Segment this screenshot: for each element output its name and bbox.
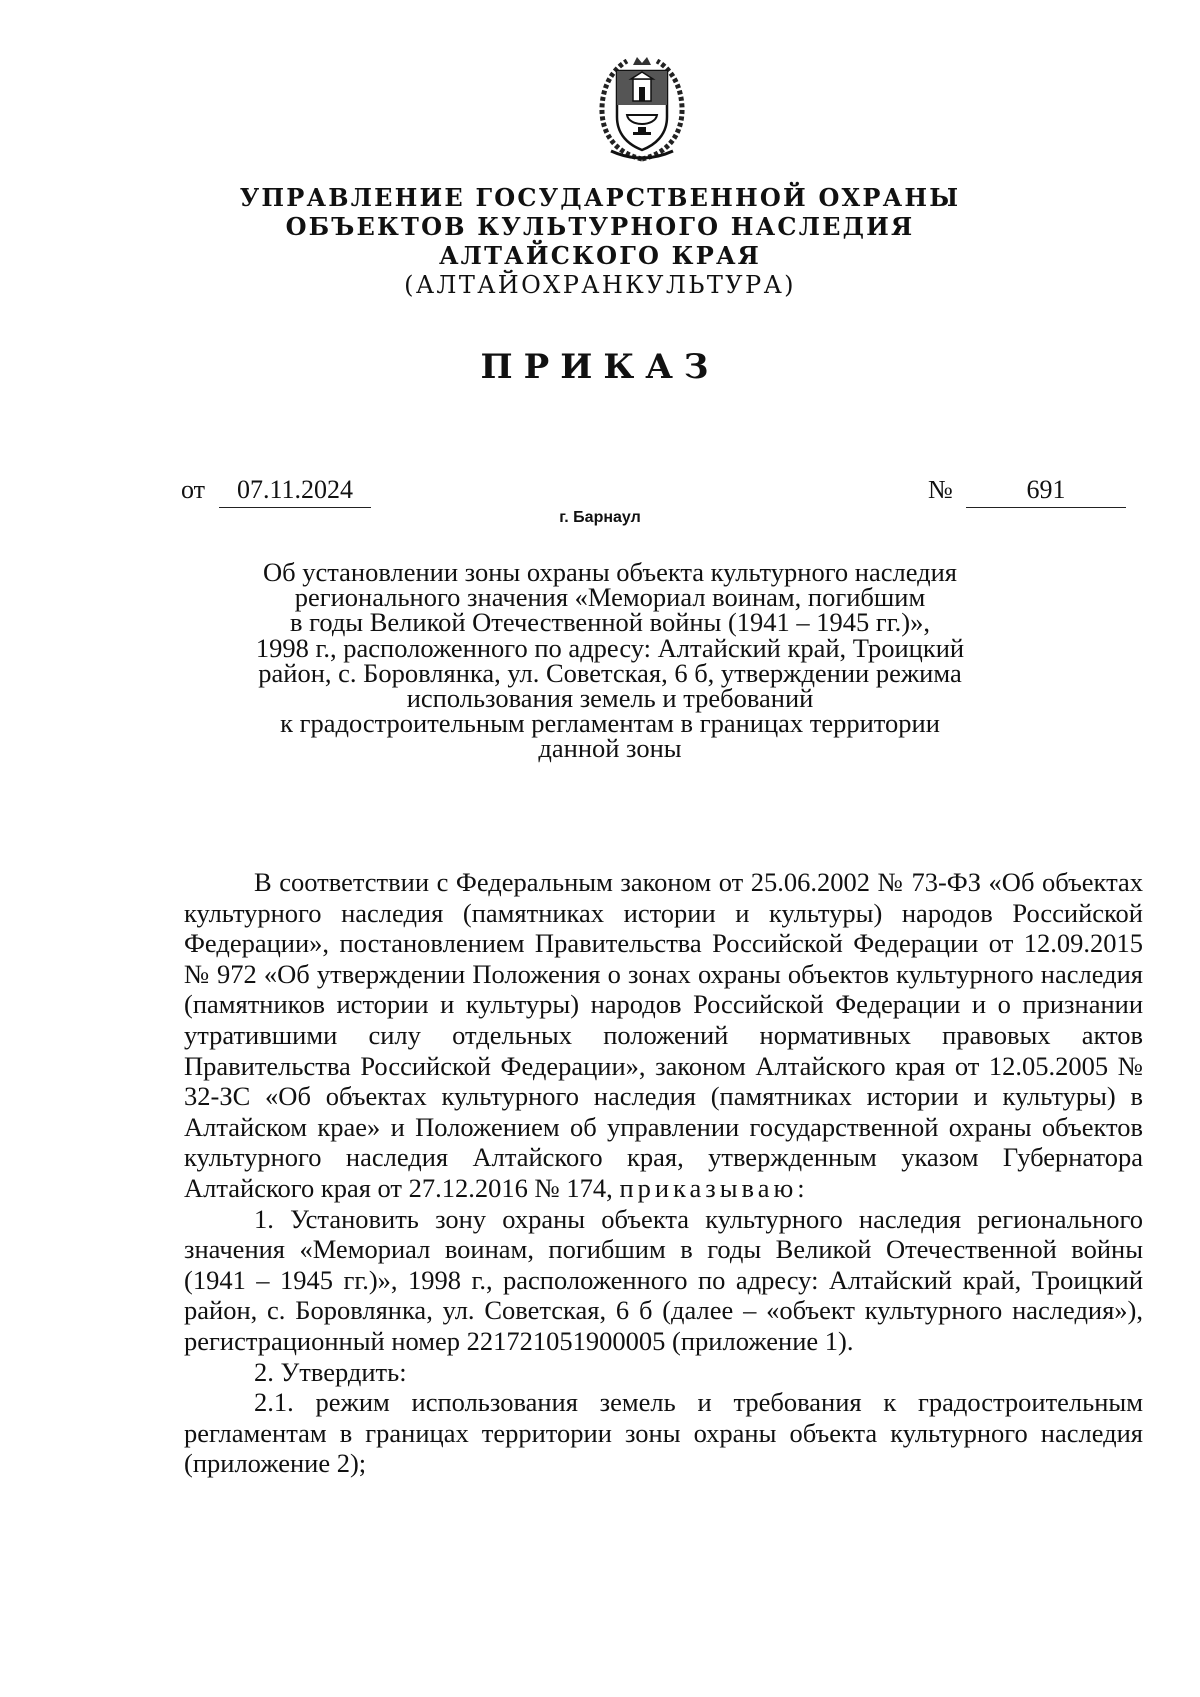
preamble-text: В соответствии с Федеральным законом от 25.06.2002 № 73-ФЗ «Об объектах культурного наследия (памятниках истории и культуры) народов Российской Федерации», постановлением Правительства Российской Федерации от 12.09.2015 № 972 «Об утверждении Положения о зонах охраны объектов культурного наследия (памятников истории и культуры) народов Российской Федерации и о признании утратившими силу отдельных положений нормативных правовых актов Правительства Российской Федерации», законом Алтайского края от 12.05.2005 № 32-ЗС «Об объектах культурного наследия (памятниках истории и культуры) в Алтайском крае» и Положением об управлении государственной охраны объектов культурного наследия Алтайского края, утвержденным указом Губернатора Алтайского края от 27.12.2016 № 174, — [184, 867, 1143, 1203]
preamble-paragraph — [184, 867, 1143, 1204]
title-line: данной зоны — [538, 733, 682, 764]
title-line: район, с. Боровлянка, ул. Советская, 6 б, утверждении режима — [258, 657, 962, 688]
title-line: к градостроительным регламентам в границах территории — [280, 708, 940, 739]
order-word: приказываю: — [619, 1172, 809, 1203]
title-line: 1998 г., расположенного по адресу: Алтайский край, Троицкий — [255, 632, 965, 663]
date-label: от — [181, 475, 206, 504]
item-2-1-paragraph: 2.1. режим использования земель и требования к градостроительным регламентам в границах территории зоны охраны объекта культурного наследия (приложение 2); — [184, 1387, 1143, 1479]
coat-of-arms-emblem — [597, 55, 687, 163]
org-name-line-3: АЛТАЙСКОГО КРАЯ — [438, 241, 762, 270]
order-number: 691 — [966, 475, 1126, 508]
org-name-line-1: УПРАВЛЕНИЕ ГОСУДАРСТВЕННОЙ ОХРАНЫ — [239, 183, 961, 212]
title-line: регионального значения «Мемориал воинам, погибшим — [294, 582, 926, 613]
order-subject-title — [230, 557, 990, 764]
number-label: № — [928, 475, 953, 504]
title-line: Об установлении зоны охраны объекта культурного наследия — [263, 557, 957, 587]
order-body — [184, 867, 1143, 1479]
item-2-paragraph: 2. Утвердить: — [254, 1356, 407, 1387]
order-date: 07.11.2024 — [219, 475, 371, 508]
org-short-name: (АЛТАЙОХРАНКУЛЬТУРА) — [404, 271, 796, 299]
title-line: в годы Великой Отечественной войны (1941 – 1945 гг.)», — [289, 607, 931, 638]
title-line: использования земель и требований — [406, 683, 814, 714]
org-name-line-2: ОБЪЕКТОВ КУЛЬТУРНОГО НАСЛЕДИЯ — [285, 212, 915, 241]
item-1-paragraph: 1. Установить зону охраны объекта культурного наследия регионального значения «Мемориал воинам, погибшим в годы Великой Отечественной войны (1941 – 1945 гг.)», 1998 г., расположенного по адресу: Алтайский край, Троицкий район, с. Боровлянка, ул. Советская, 6 б (далее – «объект культурного наследия»), регистрационный номер 221721051900005 (приложение 1). — [184, 1203, 1143, 1356]
city-name: г. Барнаул — [559, 509, 641, 526]
document-type-title: ПРИКАЗ — [480, 347, 720, 387]
